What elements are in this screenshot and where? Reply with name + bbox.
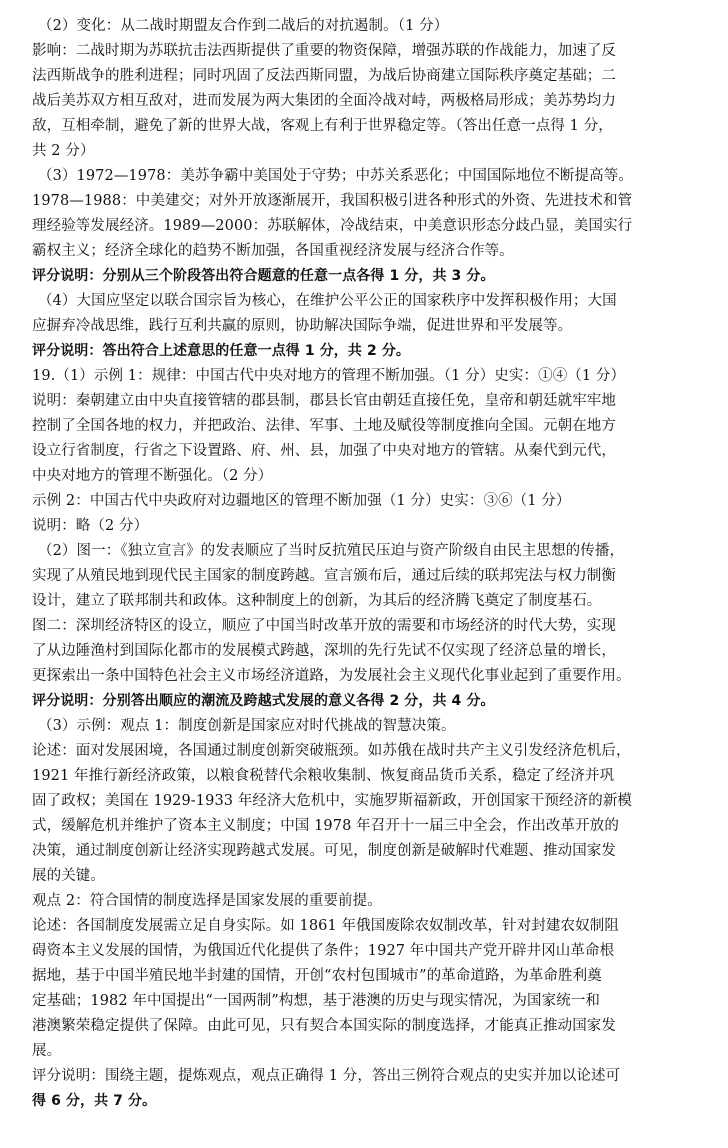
scoring-note: 评分说明：分别从三个阶段答出符合题意的任意一点各得 1 分，共 3 分。 xyxy=(32,268,495,284)
text-line: 固了政权；美国在 1929-1933 年经济大危机中，实施罗斯福新政，开创国家干预经济的新模 xyxy=(32,793,633,809)
text-line: 式，缓解危机并维护了资本主义制度；中国 1978 年召开十一届三中全会，作出改革开放的 xyxy=(32,818,619,834)
text-line: 据地，基于中国半殖民地半封建的国情，开创“农村包围城市”的革命道路，为革命胜利奠 xyxy=(32,968,602,984)
text-line: 敌，互相牵制，避免了新的世界大战，客观上有利于世界稳定等。（答出任意一点得 1 分， xyxy=(32,118,613,134)
scoring-note: 评分说明：答出符合上述意思的任意一点得 1 分，共 2 分。 xyxy=(32,343,410,359)
text-line: 共 2 分） xyxy=(32,143,95,159)
text-line: 控制了全国各地的权力，并把政治、法律、军事、土地及赋役等制度推向全国。元朝在地方 xyxy=(32,418,616,434)
text-line: 展。 xyxy=(32,1043,62,1059)
text-line: 论述：面对发展困境，各国通过制度创新突破瓶颈。如苏俄在战时共产主义引发经济危机后， xyxy=(32,743,631,759)
scoring-note: 得 6 分，共 7 分。 xyxy=(32,1093,157,1109)
text-line: （2）变化：从二战时期盟友合作到二战后的对抗遏制。（1 分） xyxy=(38,18,449,34)
text-line: 理经验等发展经济。1989—2000：苏联解体，冷战结束，中美意识形态分歧凸显，美国实行 xyxy=(32,218,633,234)
text-line: 观点 2：符合国情的制度选择是国家发展的重要前提。 xyxy=(32,893,382,909)
text-line: 图二：深圳经济特区的设立，顺应了中国当时改革开放的需要和市场经济的时代大势，实现 xyxy=(32,618,616,634)
text-line: 1978—1988：中美建交；对外开放逐渐展开，我国积极引进各种形式的外资、先进技术和管 xyxy=(32,193,633,209)
text-line: 影响：二战时期为苏联抗击法西斯提供了重要的物资保障，增强苏联的作战能力，加速了反 xyxy=(32,43,616,59)
text-line: 更探索出一条中国特色社会主义市场经济道路，为发展社会主义现代化事业起到了重要作用。 xyxy=(32,668,631,684)
text-line: 实现了从殖民地到现代民主国家的制度跨越。宣言颁布后，通过后续的联邦宪法与权力制衡 xyxy=(32,568,616,584)
text-line: 法西斯战争的胜利进程；同时巩固了反法西斯同盟，为战后协商建立国际秩序奠定基础；二 xyxy=(32,68,616,84)
question-19-heading: 19.（1）示例 1：规律：中国古代中央对地方的管理不断加强。（1 分）史实：①④（1 分） xyxy=(32,368,626,384)
text-line: 示例 2：中国古代中央政府对边疆地区的管理不断加强（1 分）史实：③⑥（1 分） xyxy=(32,493,571,509)
text-line: 港澳繁荣稳定提供了保障。由此可见，只有契合本国实际的制度选择，才能真正推动国家发 xyxy=(32,1018,616,1034)
text-line: 碍资本主义发展的国情，为俄国近代化提供了条件；1927 年中国共产党开辟井冈山革命根 xyxy=(32,943,615,959)
text-line: 说明：略（2 分） xyxy=(32,518,149,534)
text-line: （2）图一：《独立宣言》的发表顺应了当时反抗殖民压迫与资产阶级自由民主思想的传播， xyxy=(38,543,625,559)
text-line: 设立行省制度，行省之下设置路、府、州、县，加强了中央对地方的管辖。从秦代到元代， xyxy=(32,443,616,459)
text-line: 定基础；1982 年中国提出“一国两制”构想，基于港澳的历史与现实情况，为国家统一和 xyxy=(32,993,601,1009)
text-line: 决策，通过制度创新让经济实现跨越式发展。可见，制度创新是破解时代难题、推动国家发 xyxy=(32,843,616,859)
text-line: 霸权主义；经济全球化的趋势不断加强，各国重视经济发展与经济合作等。 xyxy=(32,243,514,259)
text-line: 1921 年推行新经济政策，以粮食税替代余粮收集制、恢复商品货币关系，稳定了经济并巩 xyxy=(32,768,615,784)
text-line: 应摒弃冷战思维，践行互利共赢的原则，协助解决国际争端，促进世界和平发展等。 xyxy=(32,318,573,334)
text-line: 说明：秦朝建立由中央直接管辖的郡县制，郡县长官由朝廷直接任免，皇帝和朝廷就牢牢地 xyxy=(32,393,616,409)
scoring-note xyxy=(32,1114,716,1138)
text-line: 论述：各国制度发展需立足自身实际。如 1861 年俄国废除农奴制改革，针对封建农奴制阻 xyxy=(32,918,619,934)
text-line: （3）1972—1978：美苏争霸中美国处于守势；中苏关系恶化；中国国际地位不断提高等。 xyxy=(38,168,633,184)
scoring-note: 评分说明：分别答出顺应的潮流及跨越式发展的意义各得 2 分，共 4 分。 xyxy=(32,693,495,709)
text-line: 了从边陲渔村到国际化都市的发展模式跨越，深圳的先行先试不仅实现了经济总量的增长， xyxy=(32,643,616,659)
text-line: 评分说明：围绕主题，提炼观点，观点正确得 1 分，答出三例符合观点的史实并加以论述可 xyxy=(32,1068,621,1084)
text-line: 中央对地方的管理不断强化。（2 分） xyxy=(32,468,273,484)
text-line: （3）示例：观点 1：制度创新是国家应对时代挑战的智慧决策。 xyxy=(38,718,456,734)
text-line: （4）大国应坚定以联合国宗旨为核心，在维护公平公正的国家秩序中发挥积极作用；大国 xyxy=(38,293,617,309)
text-line: 设计，建立了联邦制共和政体。这种制度上的创新，为其后的经济腾飞奠定了制度基石。 xyxy=(32,593,602,609)
text-line: 战后美苏双方相互敌对，进而发展为两大集团的全面冷战对峙，两极格局形成；美苏势均力 xyxy=(32,93,616,109)
text-line: 展的关键。 xyxy=(32,868,105,884)
